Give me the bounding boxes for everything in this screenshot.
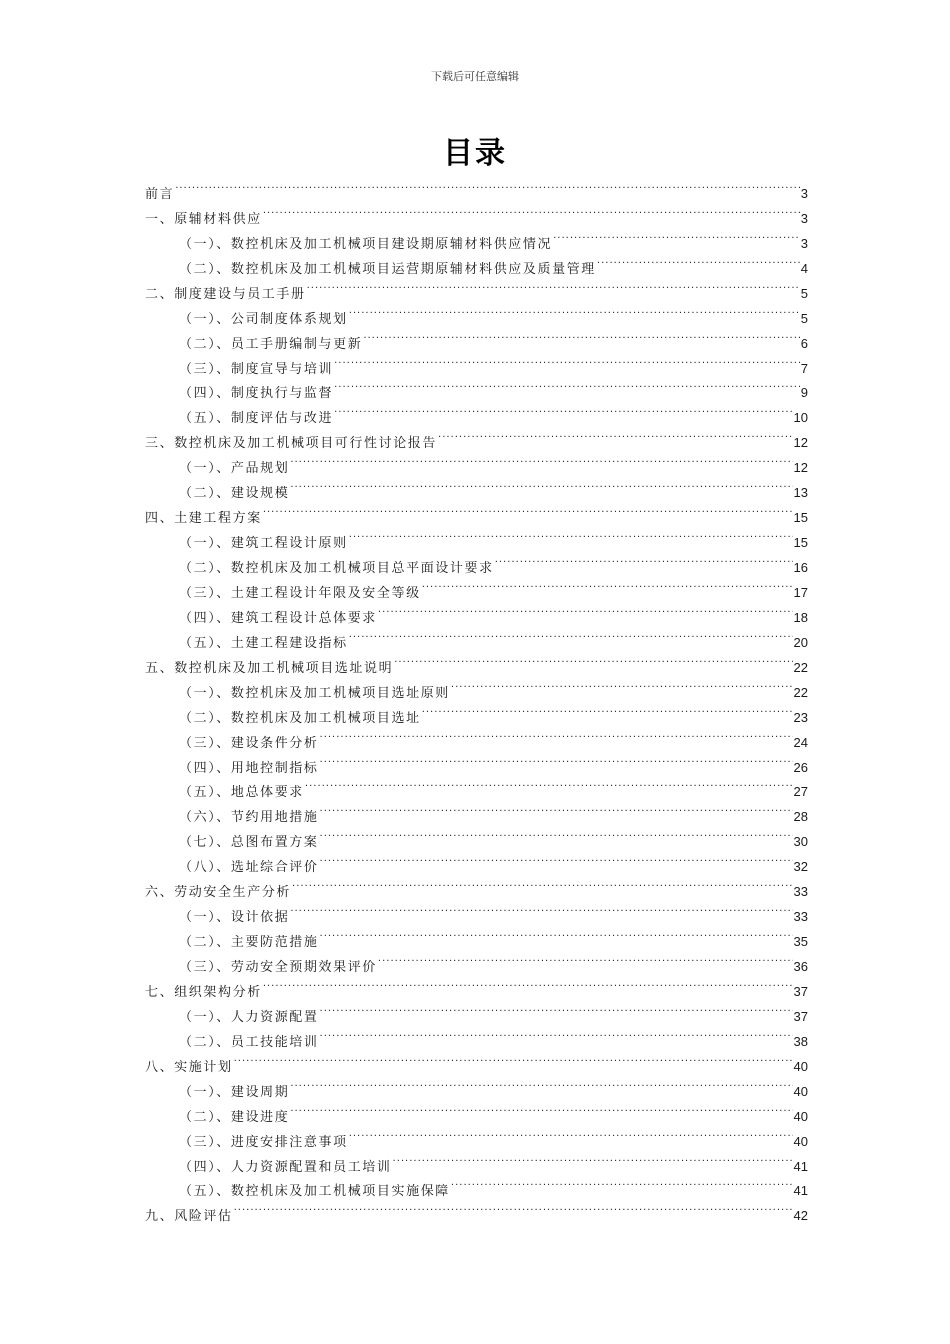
toc-dot-leader [394, 647, 792, 672]
toc-entry-page-number: 5 [800, 310, 808, 326]
toc-entry-page-number: 3 [800, 210, 808, 226]
toc-dot-leader [290, 1096, 792, 1121]
table-of-contents [145, 173, 808, 1225]
toc-dot-leader [597, 248, 800, 273]
toc-dot-leader [320, 747, 793, 772]
toc-entry-page-number: 28 [793, 809, 808, 825]
toc-dot-leader [320, 821, 793, 846]
toc-dot-leader [234, 1046, 793, 1071]
toc-entry-page-number: 30 [793, 834, 808, 850]
toc-dot-leader [305, 772, 793, 797]
toc-entry-label: （一）、数控机床及加工机械项目选址原则 [179, 685, 450, 701]
toc-entry-page-number: 13 [793, 485, 808, 501]
toc-entry-page-number: 33 [793, 884, 808, 900]
toc-entry-label: 六、劳动安全生产分析 [145, 885, 292, 901]
toc-dot-leader [263, 497, 793, 522]
toc-entry-page-number: 41 [793, 1158, 808, 1174]
toc-entry-page-number: 7 [800, 360, 808, 376]
toc-dot-leader [290, 447, 792, 472]
toc-entry-label: （八）、选址综合评价 [179, 860, 319, 876]
toc-entry-label: （二）、数控机床及加工机械项目总平面设计要求 [179, 561, 494, 576]
toc-entry-label: 三、数控机床及加工机械项目可行性讨论报告 [145, 436, 438, 452]
toc-dot-leader [451, 672, 793, 697]
toc-entry[interactable] [145, 1195, 808, 1225]
toc-entry-label: （三）、制度宣导与培训 [179, 361, 334, 377]
toc-entry-label: （一）、产品规划 [179, 461, 290, 477]
toc-entry-label: （四）、建筑工程设计总体要求 [179, 610, 377, 626]
toc-entry-page-number: 40 [793, 1058, 808, 1074]
toc-dot-leader [263, 198, 800, 223]
toc-entry[interactable] [145, 1071, 808, 1100]
toc-entry-label: （二）、建设规模 [179, 486, 290, 502]
toc-entry-page-number: 12 [793, 460, 808, 476]
toc-dot-leader [363, 323, 799, 348]
toc-entry-label: （五）、地总体要求 [179, 785, 304, 801]
toc-dot-leader [422, 572, 793, 597]
toc-entry-label: （五）、土建工程建设指标 [179, 635, 348, 651]
toc-dot-leader [320, 796, 793, 821]
toc-dot-leader [334, 397, 792, 422]
toc-entry-page-number: 12 [793, 435, 808, 451]
toc-entry-label: 九、风险评估 [145, 1209, 233, 1225]
toc-entry-page-number: 4 [800, 260, 808, 276]
toc-entry-page-number: 40 [793, 1108, 808, 1124]
toc-entry-page-number: 37 [793, 983, 808, 999]
toc-entry-page-number: 15 [793, 510, 808, 526]
toc-entry-label: 一、原辅材料供应 [145, 211, 262, 227]
toc-entry[interactable] [145, 198, 808, 227]
toc-entry-label: （二）、建设进度 [179, 1109, 290, 1125]
toc-entry-label: （六）、节约用地措施 [179, 810, 319, 826]
toc-entry-page-number: 23 [793, 709, 808, 725]
toc-dot-leader [234, 1195, 793, 1220]
toc-entry-page-number: 17 [793, 584, 808, 600]
toc-entry-page-number: 3 [800, 185, 808, 201]
toc-entry-page-number: 22 [793, 659, 808, 675]
toc-dot-leader [334, 348, 800, 373]
toc-entry[interactable] [145, 173, 808, 202]
toc-dot-leader [263, 971, 793, 996]
toc-entry-page-number: 33 [793, 909, 808, 925]
toc-entry-page-number: 40 [793, 1133, 808, 1149]
toc-entry-page-number: 15 [793, 535, 808, 551]
toc-entry-page-number: 40 [793, 1083, 808, 1099]
toc-entry-label: （二）、员工手册编制与更新 [179, 336, 363, 352]
toc-entry-label: 二、制度建设与员工手册 [145, 286, 306, 302]
toc-entry-label: 五、数控机床及加工机械项目选址说明 [145, 660, 394, 676]
toc-entry-label: 四、土建工程方案 [145, 511, 262, 527]
toc-dot-leader [349, 622, 793, 647]
toc-entry-label: （四）、制度执行与监督 [179, 386, 334, 402]
toc-entry-label: （三）、劳动安全预期效果评价 [179, 960, 377, 975]
toc-entry-label: （四）、用地控制指标 [179, 760, 319, 776]
toc-entry-label: （二）、员工技能培训 [179, 1034, 319, 1050]
toc-dot-leader [290, 472, 792, 497]
toc-dot-leader [320, 1021, 793, 1046]
toc-dot-leader [553, 223, 800, 248]
toc-entry-page-number: 26 [793, 759, 808, 775]
toc-entry-page-number: 37 [793, 1008, 808, 1024]
toc-entry-page-number: 36 [793, 959, 808, 974]
toc-dot-leader [378, 946, 793, 971]
toc-dot-leader [320, 996, 793, 1021]
toc-entry-label: 八、实施计划 [145, 1059, 233, 1075]
toc-entry-page-number: 24 [793, 734, 808, 750]
toc-dot-leader [378, 597, 793, 622]
toc-dot-leader [320, 722, 793, 747]
toc-entry-page-number: 27 [793, 784, 808, 800]
toc-entry-label: （三）、进度安排注意事项 [179, 1134, 348, 1150]
toc-entry-label: （一）、人力资源配置 [179, 1009, 319, 1025]
toc-entry-label: （一）、数控机床及加工机械项目建设期原辅材料供应情况 [179, 236, 553, 252]
toc-entry-label: （一）、建设周期 [179, 1084, 290, 1100]
toc-entry-label: 前言 [145, 186, 175, 202]
toc-entry-label: （四）、人力资源配置和员工培训 [179, 1159, 392, 1175]
toc-entry[interactable] [145, 1046, 808, 1075]
toc-entry-page-number: 6 [800, 335, 808, 351]
toc-entry-page-number: 3 [800, 235, 808, 251]
toc-entry-page-number: 35 [793, 934, 808, 950]
page-header: 下载后可任意编辑 [431, 70, 519, 83]
toc-dot-leader [334, 373, 800, 398]
toc-entry-page-number: 38 [793, 1033, 808, 1049]
toc-dot-leader [349, 1121, 793, 1146]
toc-entry-label: （二）、数控机床及加工机械项目选址 [179, 710, 421, 726]
toc-entry-label: （三）、建设条件分析 [179, 735, 319, 751]
toc-entry-page-number: 10 [793, 410, 808, 426]
toc-entry-page-number: 9 [800, 385, 808, 401]
toc-dot-leader [495, 547, 793, 572]
toc-dot-leader [422, 697, 793, 722]
toc-entry-label: （一）、建筑工程设计原则 [179, 536, 348, 552]
toc-dot-leader [320, 846, 793, 871]
toc-dot-leader [307, 273, 800, 298]
toc-entry-label: （二）、主要防范措施 [179, 935, 319, 951]
toc-entry-label: （五）、数控机床及加工机械项目实施保障 [179, 1184, 450, 1200]
toc-entry-label: （一）、设计依据 [179, 910, 290, 926]
toc-dot-leader [292, 871, 793, 896]
toc-dot-leader [349, 522, 793, 547]
toc-dot-leader [349, 298, 800, 323]
toc-entry-page-number: 42 [793, 1208, 808, 1224]
toc-entry-label: （三）、土建工程设计年限及安全等级 [179, 585, 421, 601]
toc-entry-label: （五）、制度评估与改进 [179, 411, 334, 427]
toc-entry-page-number: 18 [793, 609, 808, 625]
toc-dot-leader [290, 896, 792, 921]
toc-entry-label: （一）、公司制度体系规划 [179, 311, 348, 327]
toc-entry-page-number: 20 [793, 634, 808, 650]
toc-dot-leader [290, 1071, 792, 1096]
toc-entry-page-number: 5 [800, 285, 808, 301]
toc-dot-leader [320, 921, 793, 946]
toc-dot-leader [451, 1171, 793, 1196]
toc-entry-page-number: 41 [793, 1183, 808, 1199]
toc-entry-label: （二）、数控机床及加工机械项目运营期原辅材料供应及质量管理 [179, 261, 596, 277]
toc-entry-label: （七）、总图布置方案 [179, 835, 319, 851]
toc-entry-page-number: 32 [793, 859, 808, 875]
toc-entry-label: 七、组织架构分析 [145, 984, 262, 1000]
toc-entry-page-number: 16 [793, 560, 808, 575]
toc-dot-leader [175, 173, 800, 198]
toc-dot-leader [393, 1146, 793, 1171]
page-title: 目录 [443, 136, 507, 171]
toc-dot-leader [438, 422, 793, 447]
toc-entry-page-number: 22 [793, 684, 808, 700]
